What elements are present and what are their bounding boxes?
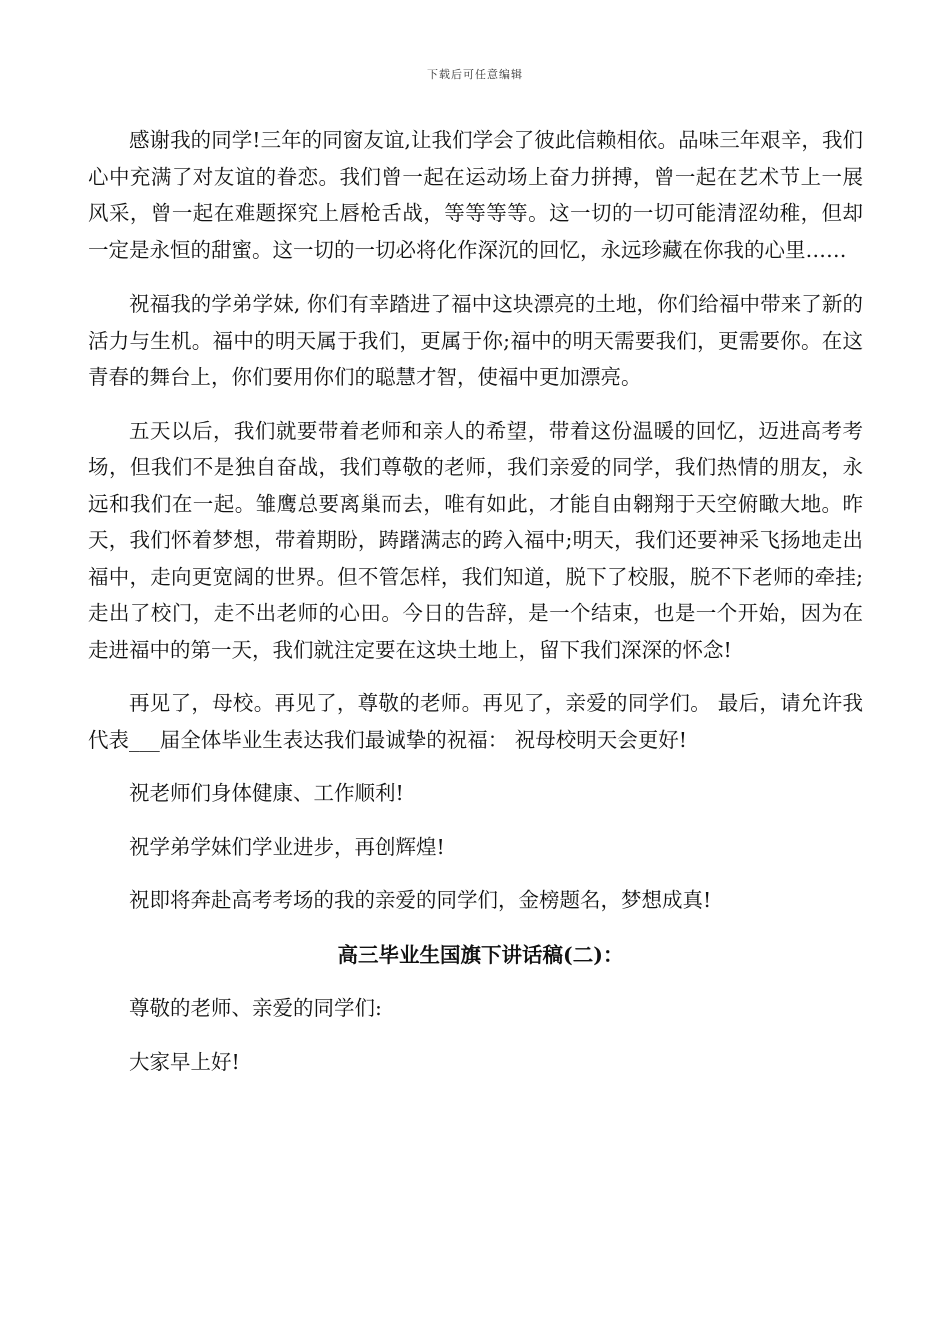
wish-juniors: 祝学弟学妹们学业进步，再创辉煌! [129,834,445,859]
wish-teachers: 祝老师们身体健康、工作顺利! [129,781,404,805]
paragraph-thanks-classmates: 感谢我的同学!三年的同窗友谊,让我们学会了彼此信赖相依。品味三年艰辛，我们心中充满了对友谊的眷恋。我们曾一起在运动场上奋力拼搏，曾一起在艺术节上一展风采，曾一起在难题探究上唇枪舌战，等等等等。这一切的一切可能清涩幼稚，但却一定是永恒的甜蜜。这一切的一切必将化作深沉的回忆，永远珍藏在你我的心里…… [88,128,863,262]
section-title: 高三毕业生国旗下讲话稿(二)： [337,942,624,967]
paragraph-bless-juniors: 祝福我的学弟学妹, 你们有幸踏进了福中这块漂亮的土地，你们给福中带来了新的活力与生机。福中的明天属于我们，更属于你;福中的明天需要我们，更需要你。在这青春的舞台上，你们要用你们的聪慧才智，使福中更加漂亮。 [88,292,863,389]
greeting: 大家早上好! [129,1049,240,1074]
wish-classmates: 祝即将奔赴高考考场的我的亲爱的同学们，金榜题名，梦想成真! [129,888,712,912]
paragraph-goodbye: 再见了，母校。再见了，尊敬的老师。再见了，亲爱的同学们。 最后，请允许我代表___届全体毕业生表达我们最诚挚的祝福： 祝母校明天会更好! [88,691,863,752]
header-note: 下载后可任意编辑 [427,68,523,81]
salutation: 尊敬的老师、亲爱的同学们: [129,996,382,1020]
paragraph-exam-farewell: 五天以后，我们就要带着老师和亲人的希望，带着这份温暖的回忆，迈进高考考场，但我们不是独自奋战，我们尊敬的老师，我们亲爱的同学，我们热情的朋友，永远和我们在一起。雏鹰总要离巢而去，唯有如此，才能自由翱翔于天空俯瞰大地。昨天，我们怀着梦想，带着期盼，踌躇满志的跨入福中;明天，我们还要神采飞扬地走出福中，走向更宽阔的世界。但不管怎样，我们知道，脱下了校服，脱不下老师的牵挂;走出了校门，走不出老师的心田。今日的告辞，是一个结束，也是一个开始，因为在走进福中的第一天，我们就注定要在这块土地上，留下我们深深的怀念! [88,418,863,662]
document-body [88,122,863,1080]
